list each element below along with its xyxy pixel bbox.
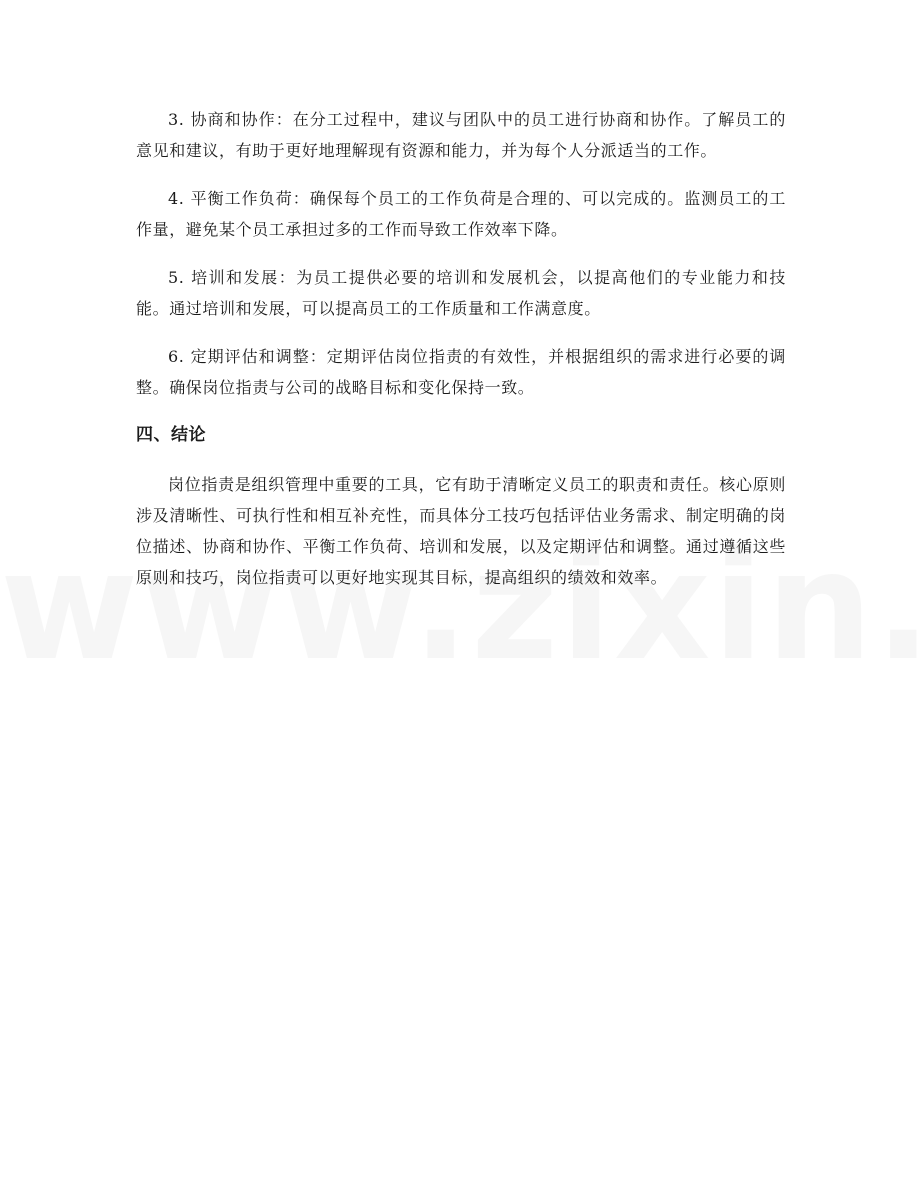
item-text: 在分工过程中，建议与团队中的员工进行协商和协作。了解员工的意见和建议，有助于更好地理解现有资源和能力，并为每个人分派适当的工作。 <box>136 110 786 160</box>
item-text: 为员工提供必要的培训和发展机会，以提高他们的专业能力和技能。通过培训和发展，可以提高员工的工作质量和工作满意度。 <box>136 268 786 318</box>
item-label: 3. 协商和协作： <box>168 110 293 129</box>
list-item-6 <box>136 341 786 403</box>
list-item-5 <box>136 262 786 324</box>
item-text: 定期评估岗位指责的有效性，并根据组织的需求进行必要的调整。确保岗位指责与公司的战略目标和变化保持一致。 <box>136 347 787 397</box>
item-label: 4. 平衡工作负荷： <box>168 189 310 208</box>
list-item-4 <box>136 183 786 245</box>
section-heading-conclusion: 四、结论 <box>136 425 206 445</box>
list-item-3 <box>136 104 786 166</box>
item-label: 6. 定期评估和调整： <box>168 347 327 366</box>
item-label: 5. 培训和发展： <box>168 268 297 287</box>
conclusion-paragraph: 岗位指责是组织管理中重要的工具，它有助于清晰定义员工的职责和责任。核心原则涉及清晰性、可执行性和相互补充性，而具体分工技巧包括评估业务需求、制定明确的岗位描述、协商和协作、平衡工作负荷、培训和发展，以及定期评估和调整。通过遵循这些原则和技巧，岗位指责可以更好地实现其目标，提高组织的绩效和效率。 <box>136 475 786 587</box>
document-body <box>136 104 786 593</box>
item-text: 确保每个员工的工作负荷是合理的、可以完成的。监测员工的工作量，避免某个员工承担过多的工作而导致工作效率下降。 <box>136 189 786 239</box>
